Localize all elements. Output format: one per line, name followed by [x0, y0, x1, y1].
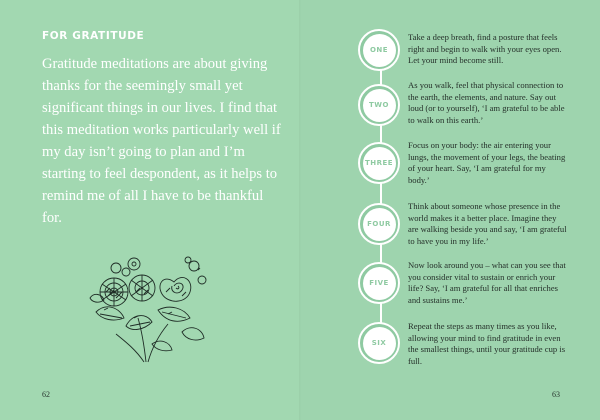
timeline-line	[380, 30, 382, 360]
step-text-three: Focus on your body: the air entering your lungs, the movement of your legs, the beating of your heart. Say, ‘I am grateful for my body.’	[408, 140, 566, 185]
step-label: SIX	[363, 327, 396, 360]
page-number-right: 63	[552, 390, 560, 399]
step-badge-four	[358, 203, 400, 245]
step-badge-two	[358, 84, 400, 126]
step-text-six: Repeat the steps as many times as you like, allowing your mind to find gratitude in even the smallest things, until your gratitude cup is full.	[408, 321, 566, 366]
step-badge-six	[358, 322, 400, 364]
step-badge-three	[358, 142, 400, 184]
step-text-five: Now look around you – what can you see that you consider vital to sustain or enrich your life? Say, ‘I am grateful for all that enriches and sustains me.’	[408, 260, 566, 305]
intro-paragraph: Gratitude meditations are about giving thanks for the seemingly small yet significant things in our lives. I find that this meditation works particularly well if my day isn’t going to plan and I’m starting to feel despondent, as it helps to remind me of all I have to be thankful for.	[42, 56, 281, 226]
gutter-shadow	[299, 0, 301, 420]
flower-bouquet-engraving-icon	[86, 252, 210, 364]
step-badge-one	[358, 29, 400, 71]
step-text-one: Take a deep breath, find a posture that feels right and begin to walk with your eyes open. Let your mind become still.	[408, 32, 562, 65]
page-number-left: 62	[42, 390, 50, 399]
step-label: ONE	[363, 34, 396, 67]
page-heading: FOR GRATITUDE	[42, 30, 145, 42]
step-label: THREE	[363, 147, 396, 180]
step-text-two: As you walk, feel that physical connection to the earth, the elements, and nature. Say out loud (or to yourself), ‘I am grateful to be able to walk on this earth.’	[408, 80, 565, 125]
step-label: FIVE	[363, 267, 396, 300]
step-badge-five	[358, 262, 400, 304]
step-text-four: Think about someone whose presence in the world makes it a better place. Imagine they are walking beside you and say, ‘I am grateful to have you in my life.’	[408, 201, 567, 246]
step-label: TWO	[363, 89, 396, 122]
step-label: FOUR	[363, 208, 396, 241]
